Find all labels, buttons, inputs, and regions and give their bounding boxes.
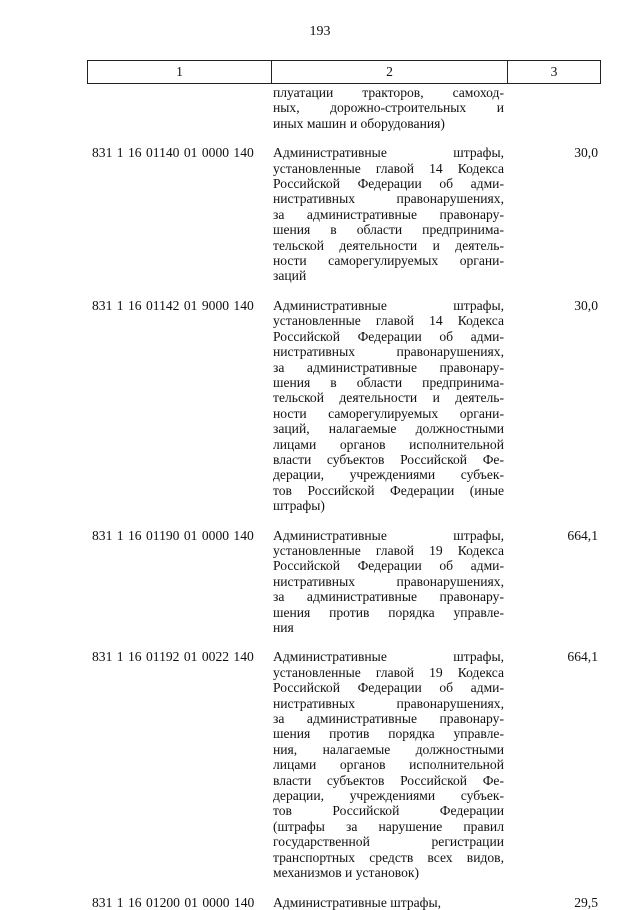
description-cell <box>273 895 504 910</box>
description-line: тельской деятельности и деятель- <box>273 237 504 253</box>
description-line: Административные штрафы, <box>273 649 504 665</box>
description-line: ности саморегулируемых органи- <box>273 405 504 421</box>
budget-code-cell: 831 1 16 01140 01 0000 140 <box>92 145 254 161</box>
description-line: за административные правонару- <box>273 359 504 375</box>
column-header-row <box>88 61 601 84</box>
description-line: тов Российской Федерации <box>273 803 504 819</box>
description-line: за административные правонару- <box>273 711 504 727</box>
table-row <box>87 298 600 514</box>
amount-cell: 30,0 <box>574 297 598 313</box>
description-line: установленные главой 19 Кодекса <box>273 664 504 680</box>
description-line: установленные главой 14 Кодекса <box>273 160 504 176</box>
amount-cell: 664,1 <box>567 649 598 665</box>
description-line: заций <box>273 268 307 284</box>
description-line: штрафы) <box>273 498 325 514</box>
description-line: Административные штрафы, <box>273 297 504 313</box>
description-line: ных, дорожно-строительных и <box>273 100 504 116</box>
column-header-table <box>87 60 601 84</box>
column-header-1: 1 <box>88 61 272 84</box>
description-line: тельской деятельности и деятель- <box>273 390 504 406</box>
table-body <box>87 85 600 910</box>
description-line: Российской Федерации об адми- <box>273 328 504 344</box>
amount-cell: 30,0 <box>574 145 598 161</box>
description-line: нистративных правонарушениях, <box>273 191 504 207</box>
description-line: заций, налагаемые должностными <box>273 421 504 437</box>
budget-code-cell: 831 1 16 01192 01 0022 140 <box>92 649 254 665</box>
description-line: за административные правонару- <box>273 589 504 605</box>
budget-code-cell: 831 1 16 01190 01 0000 140 <box>92 527 254 543</box>
table-row <box>87 85 600 131</box>
table-row <box>87 895 600 910</box>
description-line: Административные штрафы, <box>273 527 504 543</box>
description-cell <box>273 649 504 880</box>
amount-cell: 664,1 <box>567 527 598 543</box>
page-number: 193 <box>309 24 331 39</box>
description-line: Российской Федерации об адми- <box>273 176 504 192</box>
description-line: Административные штрафы, <box>273 894 441 910</box>
budget-code-cell: 831 1 16 01200 01 0000 140 <box>92 894 255 910</box>
budget-code-cell: 831 1 16 01142 01 9000 140 <box>92 297 254 313</box>
description-line: лицами органов исполнительной <box>273 757 504 773</box>
description-line: государственной регистрации <box>273 834 504 850</box>
description-line: дерации, учреждениями субъек- <box>273 467 504 483</box>
description-line: власти субъектов Российской Фе- <box>273 772 504 788</box>
description-line: ности саморегулируемых органи- <box>273 253 504 269</box>
description-line: Российской Федерации об адми- <box>273 558 504 574</box>
table-row <box>87 528 600 636</box>
column-header-2: 2 <box>272 61 508 84</box>
description-line: установленные главой 19 Кодекса <box>273 542 504 558</box>
description-line: шения против порядка управле- <box>273 726 504 742</box>
description-line: нистративных правонарушениях, <box>273 695 504 711</box>
description-line: тов Российской Федерации (иные <box>273 482 504 498</box>
description-line: Российской Федерации об адми- <box>273 680 504 696</box>
table-row <box>87 649 600 880</box>
description-line: ния, налагаемые должностными <box>273 741 504 757</box>
description-line: иных машин и оборудования) <box>273 115 445 131</box>
description-line: ния <box>273 620 294 635</box>
description-line: (штрафы за нарушение правил <box>273 818 504 834</box>
description-line: транспортных средств всех видов, <box>273 849 504 865</box>
description-line: шения в области предпринима- <box>273 374 504 390</box>
description-line: нистративных правонарушениях, <box>273 573 504 589</box>
description-cell <box>273 145 504 284</box>
table-row <box>87 145 600 284</box>
description-line: плуатации тракторов, самоход- <box>273 85 504 100</box>
description-line: лицами органов исполнительной <box>273 436 504 452</box>
description-cell <box>273 85 504 131</box>
column-header-3: 3 <box>508 61 601 84</box>
description-line: установленные главой 14 Кодекса <box>273 313 504 329</box>
description-line: механизмов и установок) <box>273 865 420 881</box>
description-line: за административные правонару- <box>273 206 504 222</box>
description-line: нистративных правонарушениях, <box>273 344 504 360</box>
amount-cell: 29,5 <box>574 894 598 910</box>
description-line: дерации, учреждениями субъек- <box>273 788 504 804</box>
description-line: Административные штрафы, <box>273 145 504 161</box>
description-cell <box>273 528 504 636</box>
description-line: власти субъектов Российской Фе- <box>273 451 504 467</box>
description-line: шения в области предпринима- <box>273 222 504 238</box>
description-cell <box>273 298 504 514</box>
description-line: шения против порядка управле- <box>273 604 504 620</box>
